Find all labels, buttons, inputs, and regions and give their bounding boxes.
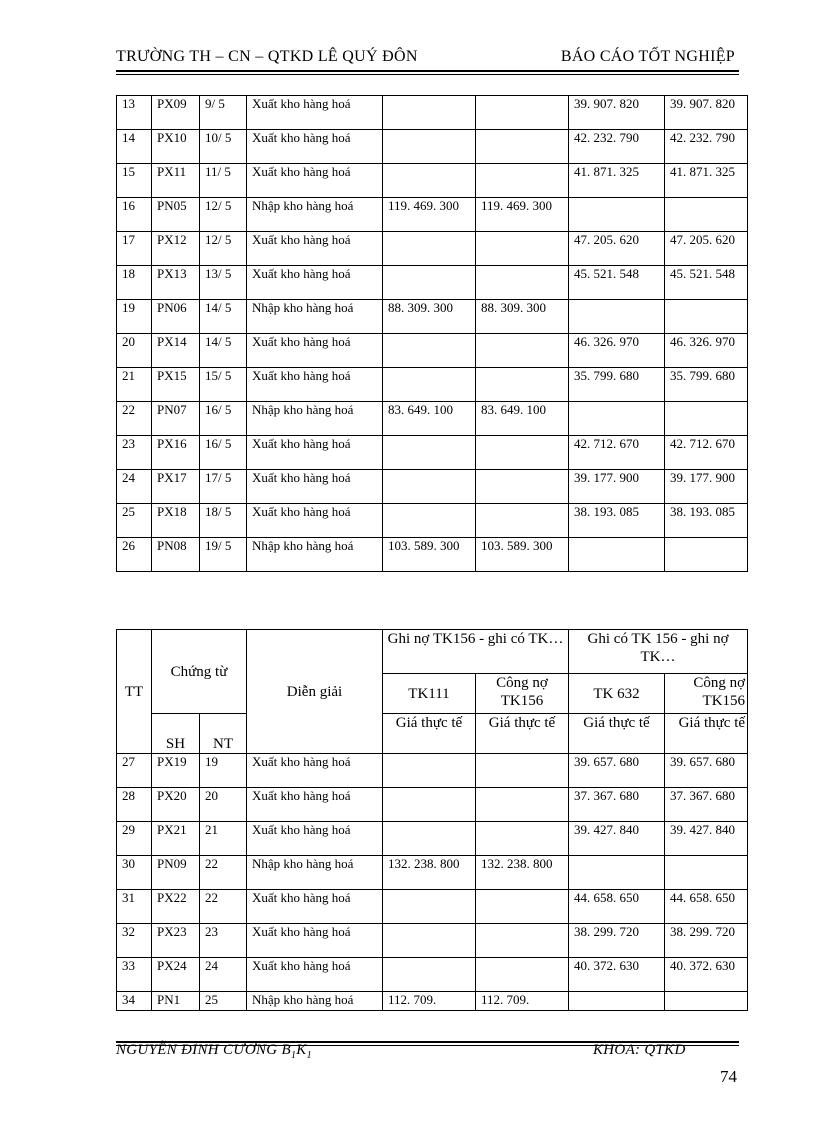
class-subscript-2: 1 — [306, 1050, 312, 1061]
col-header-gia-thuc-te-4: Giá thực tế — [665, 714, 748, 754]
col-header-gia-thuc-te-1: Giá thực tế — [383, 714, 476, 754]
cell-tk111 — [383, 334, 476, 368]
cell-tk111 — [383, 266, 476, 300]
cell-tt: 23 — [117, 436, 152, 470]
table-row — [117, 266, 748, 300]
col-header-chung-tu: Chứng từ — [152, 630, 247, 714]
cell-tt: 15 — [117, 164, 152, 198]
table-row — [117, 470, 748, 504]
cell-tk632: 39. 907. 820 — [569, 96, 665, 130]
cell-nt: 20 — [200, 788, 247, 822]
cell-cong-no-tk156 — [476, 334, 569, 368]
table-row — [117, 232, 748, 266]
cell-nt: 13/ 5 — [200, 266, 247, 300]
cell-nt: 12/ 5 — [200, 198, 247, 232]
cell-tk632: 38. 299. 720 — [569, 924, 665, 958]
cell-dien-giai: Xuất kho hàng hoá — [247, 232, 383, 266]
cell-cong-no-tk156-b: 39. 657. 680 — [665, 754, 748, 788]
cell-sh: PX15 — [152, 368, 200, 402]
cell-nt: 14/ 5 — [200, 334, 247, 368]
cell-sh: PX17 — [152, 470, 200, 504]
cell-tt: 30 — [117, 856, 152, 890]
cell-dien-giai: Xuất kho hàng hoá — [247, 924, 383, 958]
cell-nt: 18/ 5 — [200, 504, 247, 538]
cell-cong-no-tk156: 103. 589. 300 — [476, 538, 569, 572]
cell-tt: 17 — [117, 232, 152, 266]
cell-tt: 19 — [117, 300, 152, 334]
cell-dien-giai: Xuất kho hàng hoá — [247, 164, 383, 198]
cell-cong-no-tk156 — [476, 232, 569, 266]
col-header-nt: NT — [200, 714, 247, 754]
cell-tk111: 83. 649. 100 — [383, 402, 476, 436]
cell-tk111 — [383, 504, 476, 538]
col-header-sh: SH — [152, 714, 200, 754]
cell-dien-giai: Xuất kho hàng hoá — [247, 96, 383, 130]
table-row — [117, 504, 748, 538]
cell-nt: 14/ 5 — [200, 300, 247, 334]
cell-cong-no-tk156-b: 47. 205. 620 — [665, 232, 748, 266]
cell-sh: PX11 — [152, 164, 200, 198]
ledger-table — [116, 629, 748, 1011]
cell-tk111 — [383, 924, 476, 958]
cell-sh: PN05 — [152, 198, 200, 232]
table-row — [117, 402, 748, 436]
cell-nt: 10/ 5 — [200, 130, 247, 164]
cell-dien-giai: Xuất kho hàng hoá — [247, 504, 383, 538]
cell-dien-giai: Xuất kho hàng hoá — [247, 470, 383, 504]
cell-nt: 9/ 5 — [200, 96, 247, 130]
cell-cong-no-tk156-b — [665, 856, 748, 890]
cell-cong-no-tk156 — [476, 924, 569, 958]
cell-nt: 17/ 5 — [200, 470, 247, 504]
page-header — [116, 45, 739, 69]
cell-dien-giai: Xuất kho hàng hoá — [247, 368, 383, 402]
table-row — [117, 992, 748, 1011]
col-header-cong-no-tk156: Công nợ TK156 — [476, 674, 569, 714]
cell-tt: 18 — [117, 266, 152, 300]
cell-tk632 — [569, 402, 665, 436]
cell-sh: PN1 — [152, 992, 200, 1011]
cell-dien-giai: Nhập kho hàng hoá — [247, 856, 383, 890]
cell-cong-no-tk156 — [476, 368, 569, 402]
cell-tt: 29 — [117, 822, 152, 856]
author-name — [116, 1042, 312, 1061]
cell-sh: PX09 — [152, 96, 200, 130]
table-row — [117, 754, 748, 788]
table-row — [117, 788, 748, 822]
cell-sh: PX23 — [152, 924, 200, 958]
cell-sh: PX21 — [152, 822, 200, 856]
cell-cong-no-tk156-b: 39. 177. 900 — [665, 470, 748, 504]
col-header-ghi-co-group: Ghi có TK 156 - ghi nợ TK… — [569, 630, 748, 674]
cell-dien-giai: Nhập kho hàng hoá — [247, 538, 383, 572]
cell-tk632 — [569, 300, 665, 334]
ledger-table-continued — [116, 95, 748, 572]
col-header-tk111: TK111 — [383, 674, 476, 714]
report-title: BÁO CÁO TỐT NGHIỆP — [560, 48, 735, 65]
cell-cong-no-tk156-b: 42. 232. 790 — [665, 130, 748, 164]
cell-sh: PX19 — [152, 754, 200, 788]
col-header-cong-no-tk156-b: Công nợ TK156 — [665, 674, 748, 714]
cell-cong-no-tk156-b — [665, 300, 748, 334]
cell-dien-giai: Nhập kho hàng hoá — [247, 992, 383, 1011]
cell-nt: 22 — [200, 856, 247, 890]
cell-tk111 — [383, 130, 476, 164]
col-header-tt: TT — [117, 630, 152, 754]
cell-cong-no-tk156 — [476, 164, 569, 198]
cell-dien-giai: Xuất kho hàng hoá — [247, 822, 383, 856]
cell-tk632 — [569, 538, 665, 572]
cell-cong-no-tk156 — [476, 822, 569, 856]
cell-cong-no-tk156: 132. 238. 800 — [476, 856, 569, 890]
cell-cong-no-tk156 — [476, 788, 569, 822]
cell-dien-giai: Xuất kho hàng hoá — [247, 334, 383, 368]
cell-tk632 — [569, 856, 665, 890]
cell-dien-giai: Xuất kho hàng hoá — [247, 436, 383, 470]
cell-tk632: 40. 372. 630 — [569, 958, 665, 992]
table-row — [117, 334, 748, 368]
cell-tk111 — [383, 822, 476, 856]
school-name: TRƯỜNG TH – CN – QTKD LÊ QUÝ ĐÔN — [116, 48, 418, 65]
cell-cong-no-tk156: 83. 649. 100 — [476, 402, 569, 436]
cell-tt: 27 — [117, 754, 152, 788]
cell-nt: 16/ 5 — [200, 402, 247, 436]
table-row — [117, 96, 748, 130]
cell-dien-giai: Nhập kho hàng hoá — [247, 198, 383, 232]
cell-cong-no-tk156 — [476, 958, 569, 992]
col-header-dien-giai: Diễn giải — [247, 630, 383, 754]
cell-tk632: 39. 177. 900 — [569, 470, 665, 504]
cell-tk111 — [383, 754, 476, 788]
cell-tk632: 41. 871. 325 — [569, 164, 665, 198]
cell-cong-no-tk156 — [476, 754, 569, 788]
cell-nt: 11/ 5 — [200, 164, 247, 198]
cell-sh: PX10 — [152, 130, 200, 164]
cell-dien-giai: Xuất kho hàng hoá — [247, 890, 383, 924]
cell-tt: 14 — [117, 130, 152, 164]
cell-tk632: 38. 193. 085 — [569, 504, 665, 538]
cell-tt: 21 — [117, 368, 152, 402]
cell-tk111: 103. 589. 300 — [383, 538, 476, 572]
cell-sh: PX14 — [152, 334, 200, 368]
cell-tk111 — [383, 958, 476, 992]
cell-cong-no-tk156-b: 46. 326. 970 — [665, 334, 748, 368]
col-header-gia-thuc-te-3: Giá thực tế — [569, 714, 665, 754]
cell-dien-giai: Nhập kho hàng hoá — [247, 402, 383, 436]
cell-cong-no-tk156 — [476, 470, 569, 504]
cell-tt: 13 — [117, 96, 152, 130]
cell-sh: PN08 — [152, 538, 200, 572]
cell-dien-giai: Nhập kho hàng hoá — [247, 300, 383, 334]
cell-nt: 19/ 5 — [200, 538, 247, 572]
class-subscript-1: 1 — [290, 1050, 297, 1061]
cell-tk111: 112. 709. — [383, 992, 476, 1011]
cell-tk111 — [383, 788, 476, 822]
cell-tk111 — [383, 164, 476, 198]
faculty-name: KHOA: QTKD — [593, 1042, 686, 1058]
table-row — [117, 958, 748, 992]
table-row — [117, 856, 748, 890]
table-row — [117, 822, 748, 856]
cell-tk632 — [569, 992, 665, 1011]
cell-sh: PX16 — [152, 436, 200, 470]
col-header-tk632: TK 632 — [569, 674, 665, 714]
cell-cong-no-tk156-b: 39. 907. 820 — [665, 96, 748, 130]
cell-tk632: 47. 205. 620 — [569, 232, 665, 266]
cell-cong-no-tk156 — [476, 266, 569, 300]
cell-sh: PN07 — [152, 402, 200, 436]
col-header-ghi-no-group: Ghi nợ TK156 - ghi có TK… — [383, 630, 569, 674]
cell-tk111 — [383, 470, 476, 504]
cell-dien-giai: Xuất kho hàng hoá — [247, 130, 383, 164]
cell-cong-no-tk156-b — [665, 402, 748, 436]
cell-tt: 16 — [117, 198, 152, 232]
cell-nt: 16/ 5 — [200, 436, 247, 470]
cell-tt: 22 — [117, 402, 152, 436]
table-row — [117, 890, 748, 924]
cell-sh: PX22 — [152, 890, 200, 924]
cell-tk111 — [383, 368, 476, 402]
cell-dien-giai: Xuất kho hàng hoá — [247, 266, 383, 300]
cell-tk632 — [569, 198, 665, 232]
page-footer — [116, 1040, 739, 1064]
cell-cong-no-tk156-b: 45. 521. 548 — [665, 266, 748, 300]
cell-cong-no-tk156-b: 35. 799. 680 — [665, 368, 748, 402]
cell-sh: PX20 — [152, 788, 200, 822]
cell-sh: PX24 — [152, 958, 200, 992]
author-text: NGUYỄN ĐÌNH CƯỜNG B — [116, 1042, 291, 1058]
cell-nt: 22 — [200, 890, 247, 924]
cell-cong-no-tk156-b: 41. 871. 325 — [665, 164, 748, 198]
cell-cong-no-tk156-b: 42. 712. 670 — [665, 436, 748, 470]
cell-cong-no-tk156-b — [665, 992, 748, 1011]
cell-tk632: 37. 367. 680 — [569, 788, 665, 822]
cell-tk111: 88. 309. 300 — [383, 300, 476, 334]
cell-tk632: 39. 427. 840 — [569, 822, 665, 856]
cell-sh: PN09 — [152, 856, 200, 890]
cell-tt: 20 — [117, 334, 152, 368]
cell-tk111 — [383, 96, 476, 130]
cell-tk632: 42. 232. 790 — [569, 130, 665, 164]
cell-tk111: 119. 469. 300 — [383, 198, 476, 232]
cell-nt: 12/ 5 — [200, 232, 247, 266]
cell-tt: 32 — [117, 924, 152, 958]
cell-cong-no-tk156: 88. 309. 300 — [476, 300, 569, 334]
cell-tk632: 45. 521. 548 — [569, 266, 665, 300]
cell-tk632: 46. 326. 970 — [569, 334, 665, 368]
cell-cong-no-tk156: 119. 469. 300 — [476, 198, 569, 232]
header-rule — [116, 70, 739, 72]
cell-cong-no-tk156-b: 39. 427. 840 — [665, 822, 748, 856]
col-header-gia-thuc-te-2: Giá thực tế — [476, 714, 569, 754]
cell-dien-giai: Xuất kho hàng hoá — [247, 958, 383, 992]
cell-tk632: 35. 799. 680 — [569, 368, 665, 402]
cell-sh: PX12 — [152, 232, 200, 266]
table-row — [117, 198, 748, 232]
cell-tt: 28 — [117, 788, 152, 822]
cell-cong-no-tk156-b: 38. 299. 720 — [665, 924, 748, 958]
cell-dien-giai: Xuất kho hàng hoá — [247, 754, 383, 788]
table-row — [117, 436, 748, 470]
cell-sh: PX13 — [152, 266, 200, 300]
cell-tt: 26 — [117, 538, 152, 572]
cell-nt: 24 — [200, 958, 247, 992]
cell-cong-no-tk156-b — [665, 198, 748, 232]
cell-nt: 21 — [200, 822, 247, 856]
cell-tk111: 132. 238. 800 — [383, 856, 476, 890]
cell-tk632: 39. 657. 680 — [569, 754, 665, 788]
cell-cong-no-tk156-b — [665, 538, 748, 572]
cell-cong-no-tk156-b: 37. 367. 680 — [665, 788, 748, 822]
header-rule-thin — [116, 74, 739, 75]
cell-tt: 33 — [117, 958, 152, 992]
cell-tk111 — [383, 232, 476, 266]
table-row — [117, 164, 748, 198]
table-row — [117, 538, 748, 572]
cell-cong-no-tk156 — [476, 436, 569, 470]
cell-tk111 — [383, 436, 476, 470]
cell-cong-no-tk156-b: 38. 193. 085 — [665, 504, 748, 538]
table-row — [117, 130, 748, 164]
cell-dien-giai: Xuất kho hàng hoá — [247, 788, 383, 822]
cell-sh: PN06 — [152, 300, 200, 334]
cell-tk632: 42. 712. 670 — [569, 436, 665, 470]
cell-cong-no-tk156 — [476, 890, 569, 924]
cell-nt: 19 — [200, 754, 247, 788]
cell-tk111 — [383, 890, 476, 924]
table-row — [117, 368, 748, 402]
cell-cong-no-tk156 — [476, 96, 569, 130]
table-row — [117, 924, 748, 958]
cell-tt: 25 — [117, 504, 152, 538]
page-number: 74 — [720, 1067, 737, 1086]
cell-nt: 23 — [200, 924, 247, 958]
cell-cong-no-tk156-b: 44. 658. 650 — [665, 890, 748, 924]
cell-tk632: 44. 658. 650 — [569, 890, 665, 924]
cell-cong-no-tk156: 112. 709. — [476, 992, 569, 1011]
cell-tt: 34 — [117, 992, 152, 1011]
cell-nt: 15/ 5 — [200, 368, 247, 402]
class-letter: K — [296, 1042, 307, 1058]
cell-sh: PX18 — [152, 504, 200, 538]
table-row — [117, 300, 748, 334]
cell-nt: 25 — [200, 992, 247, 1011]
cell-cong-no-tk156 — [476, 130, 569, 164]
cell-tt: 24 — [117, 470, 152, 504]
cell-cong-no-tk156-b: 40. 372. 630 — [665, 958, 748, 992]
cell-cong-no-tk156 — [476, 504, 569, 538]
cell-tt: 31 — [117, 890, 152, 924]
